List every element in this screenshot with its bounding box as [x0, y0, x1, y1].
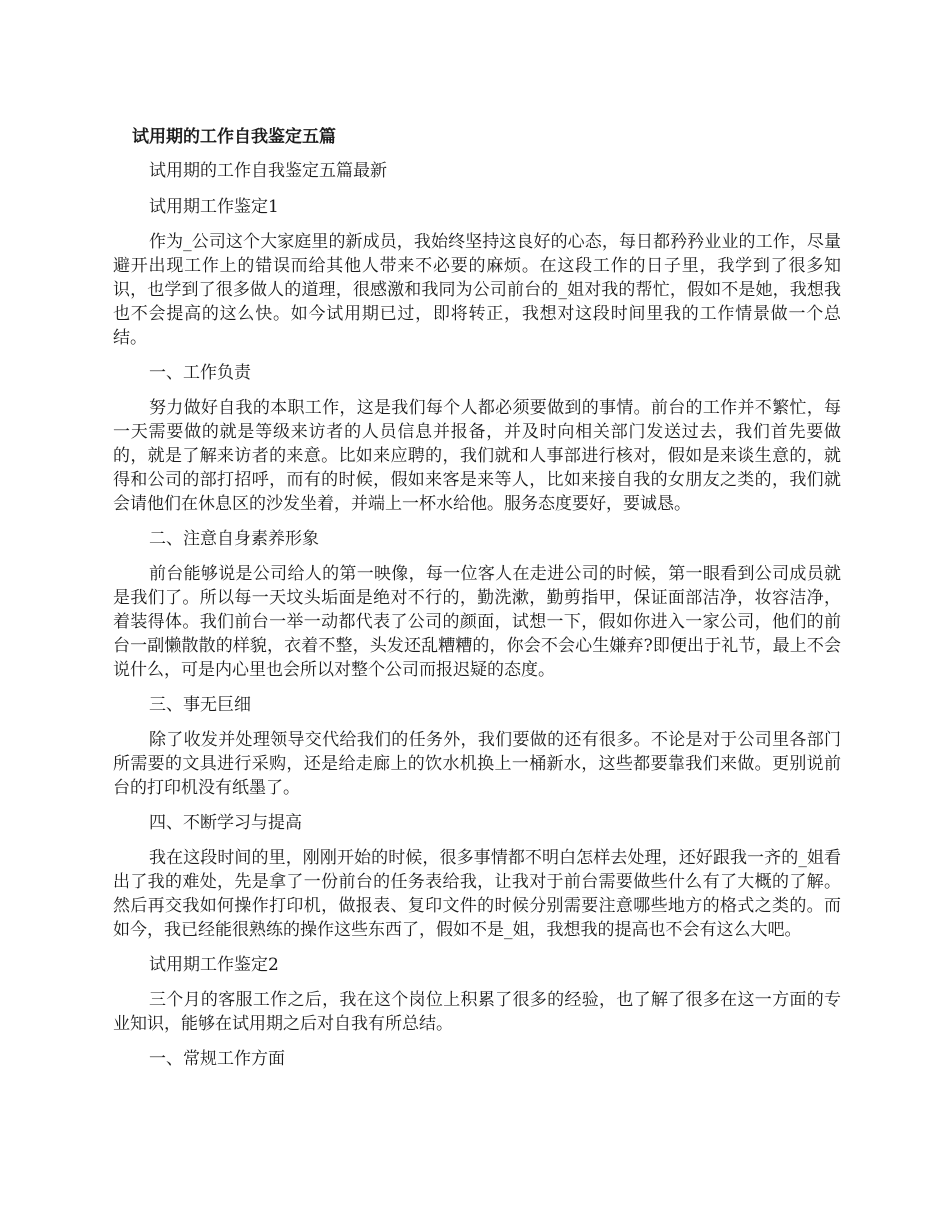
paragraph: 前台能够说是公司给人的第一映像，每一位客人在走进公司的时候，第一眼看到公司成员就是我们了。所以每一天坟头垢面是绝对不行的，勤洗漱，勤剪指甲，保证面部洁净，妆容洁净，着装得体。我们前台一举一动都代表了公司的颜面，试想一下，假如你进入一家公司，他们的前台一副懒散散的样貌，衣着不整，头发还乱糟糟的，你会不会心生嫌弃?即便出于礼节，最上不会说什么，可是内心里也会所以对整个公司而报迟疑的态度。: [113, 564, 841, 680]
document-body: [113, 158, 841, 1082]
subheading-learning: 四、不断学习与提高: [149, 813, 302, 833]
paragraph: 除了收发并处理领导交代给我们的任务外，我们要做的还有很多。不论是对于公司里各部门所需要的文具进行采购，还是给走廊上的饮水机换上一桶新水，这些都要靠我们来做。更别说前台的打印机没有纸墨了。: [113, 730, 841, 798]
section-title-2: 试用期工作鉴定2: [149, 955, 279, 975]
paragraph: 我在这段时间的里，刚刚开始的时候，很多事情都不明白怎样去处理，还好跟我一齐的_姐看出了我的难处，先是拿了一份前台的任务表给我，让我对于前台需要做些什么有了大概的了解。然后再交我如何操作打印机，做报表、复印文件的时候分别需要注意哪些地方的格式之类的。而如今，我已经能很熟练的操作这些东西了，假如不是_姐，我想我的提高也不会有这么大吧。: [113, 848, 841, 940]
subheading-routine-work: 一、常规工作方面: [149, 1049, 285, 1069]
document-title: 试用期的工作自我鉴定五篇: [132, 127, 336, 147]
subheading-work-responsibility: 一、工作负责: [149, 363, 251, 383]
paragraph: 三个月的客服工作之后，我在这个岗位上积累了很多的经验，也了解了很多在这一方面的专业知识，能够在试用期之后对自我有所总结。: [113, 990, 841, 1034]
paragraph: 作为_公司这个大家庭里的新成员，我始终坚持这良好的心态，每日都矜矜业业的工作，尽量避开出现工作上的错误而给其他人带来不必要的麻烦。在这段工作的日子里，我学到了很多知识，也学到了很多做人的道理，很感激和我同为公司前台的_姐对我的帮忙，假如不是她，我想我也不会提高的这么快。如今试用期已过，即将转正，我想对这段时间里我的工作情景做一个总结。: [113, 232, 841, 348]
section-title-1: 试用期工作鉴定1: [149, 197, 279, 217]
subheading-detail: 三、事无巨细: [149, 695, 251, 715]
document-subtitle: 试用期的工作自我鉴定五篇最新: [149, 161, 387, 181]
paragraph: 努力做好自我的本职工作，这是我们每个人都必须要做到的事情。前台的工作并不繁忙，每一天需要做的就是等级来访者的人员信息并报备，并及时向相关部门发送过去，我们首先要做的，就是了解来访者的来意。比如来应聘的，我们就和人事部进行核对，假如是来谈生意的，就得和公司的部打招呼，而有的时候，假如来客是来等人，比如来接自我的女朋友之类的，我们就会请他们在休息区的沙发坐着，并端上一杯水给他。服务态度要好，要诚恳。: [113, 398, 841, 514]
subheading-self-image: 二、注意自身素养形象: [149, 529, 319, 549]
